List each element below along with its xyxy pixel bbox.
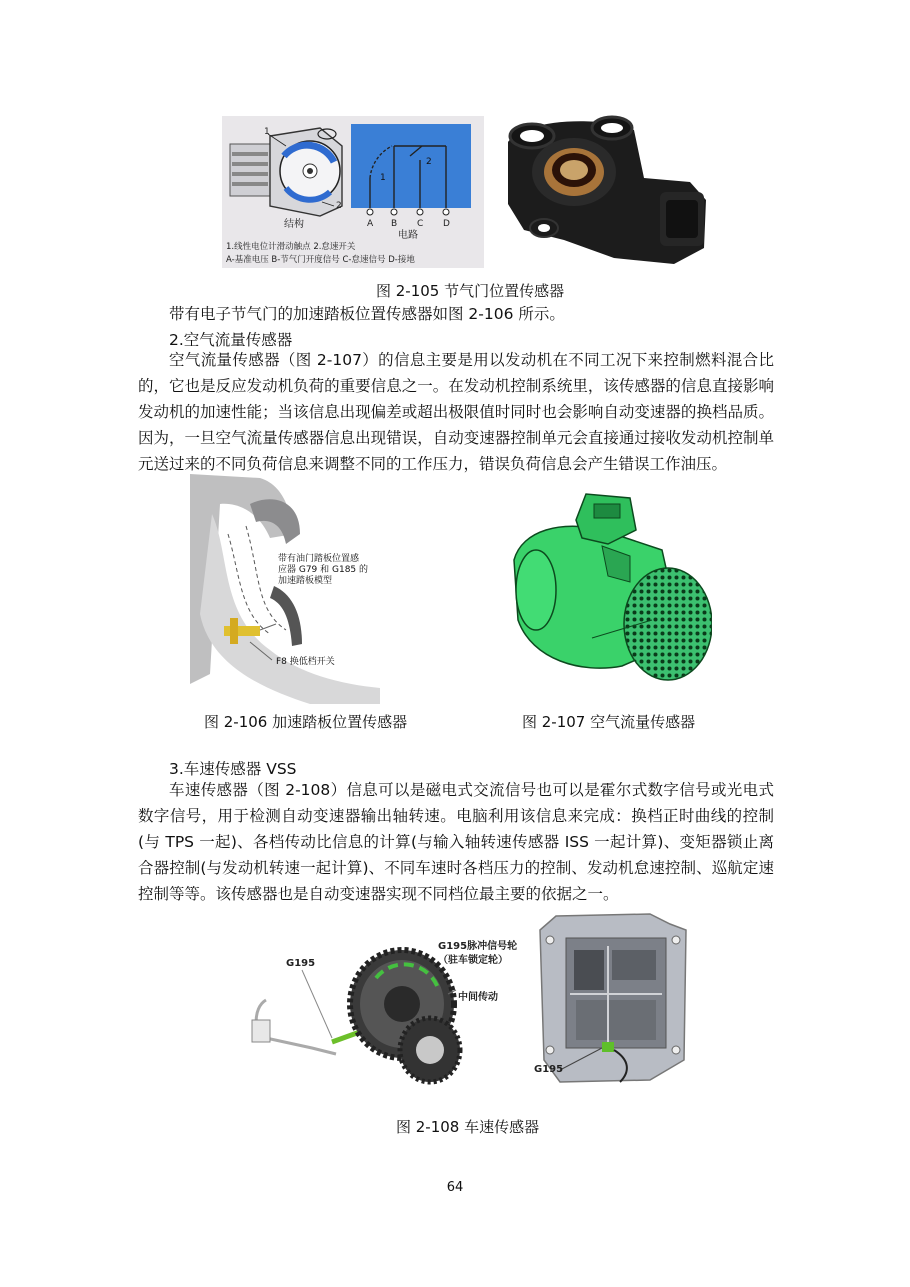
circuit-label: 电路 — [398, 230, 418, 241]
pulse-wheel-label-line-1: G195脉冲信号轮 — [438, 941, 518, 952]
paragraph-pedal-intro: 带有电子节气门的加速踏板位置传感器如图 2-106 所示。 — [169, 305, 565, 323]
pedal-sensor-label-line-3: 加速踏板模型 — [278, 576, 333, 586]
contact-label: 1 — [380, 173, 386, 183]
tps-photo — [494, 108, 718, 274]
air-flow-sensor-figure — [512, 490, 712, 686]
pedal-figure-svg — [190, 474, 380, 704]
tps-circuit-drawing — [351, 124, 471, 215]
g195-label-left: G195 — [286, 958, 316, 969]
figure-2-105-caption: 图 2-105 节气门位置传感器 — [376, 282, 565, 300]
heading-air-flow-sensor: 2.空气流量传感器 — [169, 331, 293, 349]
tps-diagram-svg — [222, 116, 484, 268]
legend-line-1: 1.线性电位计滑动触点 2.怠速开关 — [226, 242, 356, 252]
tps-photo-svg — [494, 108, 718, 274]
pulse-wheel-label — [438, 940, 517, 968]
air-flow-sensor-svg — [512, 490, 712, 686]
accelerator-pedal-figure — [190, 474, 380, 704]
kickdown-switch-label: F8 换低档开关 — [276, 657, 335, 667]
callout-1: 1 — [264, 127, 270, 137]
housing-figure-svg — [530, 910, 690, 1086]
transmission-housing-figure — [530, 910, 690, 1086]
terminal-b: B — [391, 219, 398, 229]
tps-structure-drawing — [230, 128, 342, 216]
switch-label: 2 — [426, 157, 432, 167]
terminal-c: C — [417, 219, 424, 229]
paragraph-air-flow-sensor: 空气流量传感器（图 2-107）的信息主要是用以发动机在不同工况下来控制燃料混合比的，它也是反应发动机负荷的重要信息之一。在发动机控制系统里，该传感器的信息直接影响发动机的加速性能；当该信息出现偏差或超出极限值时同时也会影响自动变速器的换档品质。因为，一旦空气流量传感器信息出现错误，自动变速器控制单元会直接通过接收发动机控制单元送过来的不同负荷信息来调整不同的工作压力，错误负荷信息会产生错误工作油压。 — [138, 351, 774, 473]
pedal-sensor-label — [278, 554, 368, 587]
pedal-sensor-label-line-2: 应器 G79 和 G185 的 — [278, 565, 369, 575]
terminal-a: A — [367, 219, 374, 229]
structure-label: 结构 — [284, 219, 304, 230]
g195-label-right: G195 — [534, 1064, 564, 1075]
intermediate-drive-label: 中间传动 — [458, 992, 498, 1003]
heading-vehicle-speed-sensor: 3.车速传感器 VSS — [169, 760, 297, 778]
page-number: 64 — [446, 1180, 464, 1195]
pedal-sensor-label-line-1: 带有油门踏板位置感 — [278, 554, 360, 564]
pulse-wheel-label-line-2: （驻车锁定轮） — [438, 955, 508, 966]
figure-2-106-caption: 图 2-106 加速踏板位置传感器 — [204, 713, 408, 731]
legend-line-2: A-基准电压 B-节气门开度信号 C-怠速信号 D-接地 — [226, 255, 415, 265]
figure-2-108-caption: 图 2-108 车速传感器 — [396, 1118, 540, 1136]
callout-2: 2 — [336, 201, 342, 211]
speed-sensor-gear-figure — [242, 918, 548, 1090]
figure-2-107-caption: 图 2-107 空气流量传感器 — [522, 713, 696, 731]
paragraph-vehicle-speed-sensor: 车速传感器（图 2-108）信息可以是磁电式交流信号也可以是霍尔式数字信号或光电式数字信号，用于检测自动变速器输出轴转速。电脑利用该信息来完成：换档正时曲线的控制(与 TPS 一起)、各档传动比信息的计算(与输入轴转速传感器 ISS 一起计算)、变矩器锁止离合器控制(与发动机转速一起计算)、不同车速时各档压力的控制、发动机怠速控制、巡航定速控制等等。该传感器也是自动变速器实现不同档位最主要的依据之一。 — [138, 781, 774, 903]
terminal-d: D — [443, 219, 450, 229]
tps-structure-diagram — [222, 116, 484, 268]
